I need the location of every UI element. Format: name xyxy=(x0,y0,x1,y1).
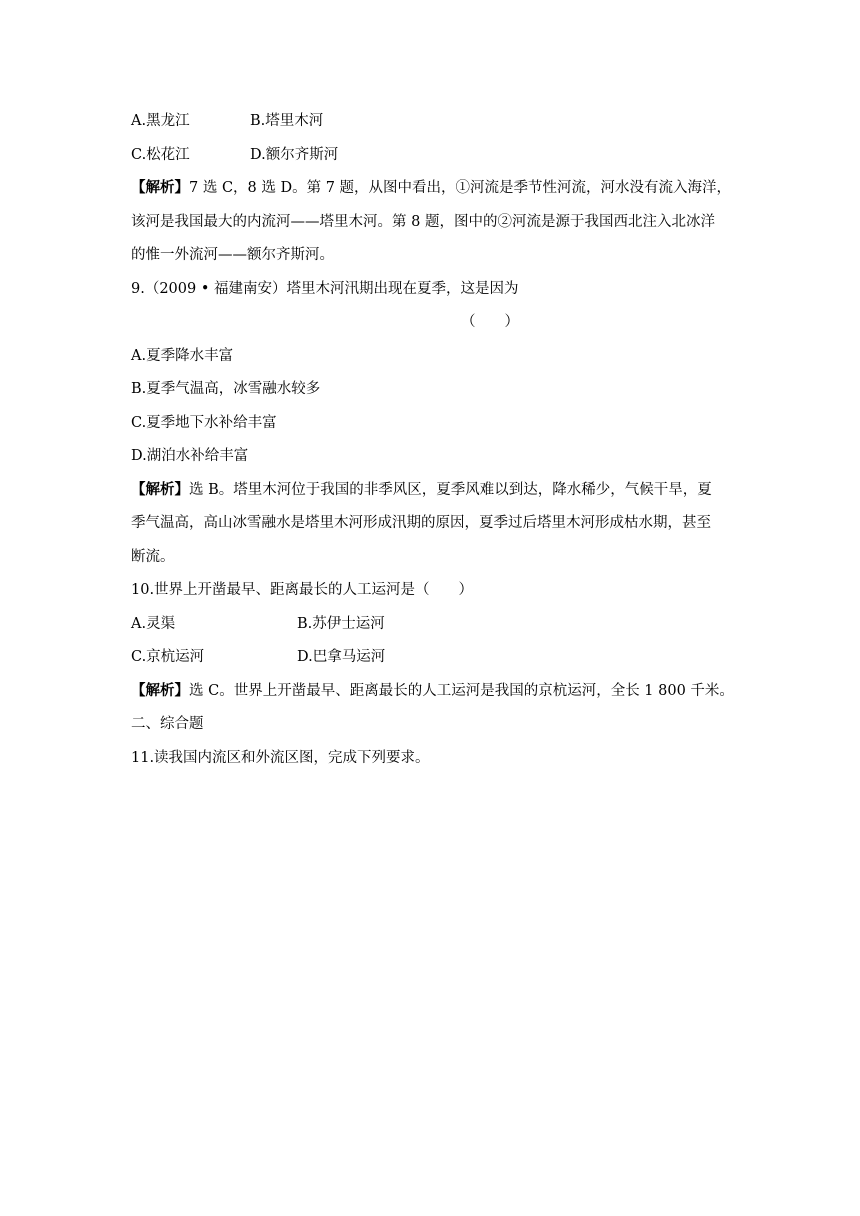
analysis-7-8-line-2: 该河是我国最大的内流河——塔里木河。第 8 题，图中的②河流是源于我国西北注入北冰洋 xyxy=(131,213,715,230)
analysis-9-line-3: 断流。 xyxy=(131,548,175,565)
q9-option-c: C.夏季地下水补给丰富 xyxy=(131,414,277,431)
analysis-tag: 【解析】 xyxy=(131,681,189,699)
analysis-text: 7 选 C，8 选 D。第 7 题，从图中看出，①河流是季节性河流，河水没有流入海洋， xyxy=(189,180,732,196)
q10-option-a: A.灵渠 xyxy=(131,615,176,632)
analysis-9-line-2: 季气温高，高山冰雪融水是塔里木河形成汛期的原因，夏季过后塔里木河形成枯水期，甚至 xyxy=(131,515,711,531)
analysis-7-8 xyxy=(131,175,731,276)
analysis-7-8-line-1 xyxy=(131,175,731,209)
document-page xyxy=(131,108,734,778)
q9-option-d: D.湖泊水补给丰富 xyxy=(131,448,249,464)
analysis-10-line-1 xyxy=(131,678,734,712)
section-title: 二、综合题 xyxy=(131,716,204,732)
analysis-9 xyxy=(131,477,731,578)
q10-option-c: C.京杭运河 xyxy=(131,649,205,665)
q10-stem: 10.世界上开凿最早、距离最长的人工运河是（ ） xyxy=(131,582,474,598)
q8-option-a: A.黑龙江 xyxy=(131,113,190,129)
analysis-9-line-1 xyxy=(131,477,731,511)
q8-option-c: C.松花江 xyxy=(131,146,190,163)
q11-stem: 11.读我国内流区和外流区图，完成下列要求。 xyxy=(131,749,430,766)
q8-option-b: B.塔里木河 xyxy=(250,113,324,129)
q10-options-row-2 xyxy=(131,644,731,678)
analysis-text: 选 B。塔里木河位于我国的非季风区，夏季风难以到达，降水稀少，气候干旱，夏 xyxy=(189,481,712,498)
analysis-tag: 【解析】 xyxy=(131,179,189,196)
q8-option-d: D.额尔齐斯河 xyxy=(250,146,339,163)
q8-options-row-1 xyxy=(131,108,731,142)
q10-options-row-1 xyxy=(131,611,731,645)
q8-options-row-2 xyxy=(131,142,731,176)
analysis-7-8-line-3: 的惟一外流河——额尔齐斯河。 xyxy=(131,247,334,263)
q9-stem: 9.（2009 • 福建南安）塔里木河汛期出现在夏季，这是因为 xyxy=(131,280,519,297)
analysis-text: 选 C。世界上开凿最早、距离最长的人工运河是我国的京杭运河，全长 1 800 千米。 xyxy=(189,682,734,699)
q9-answer-paren: （ ） xyxy=(461,314,519,330)
q10-option-d: D.巴拿马运河 xyxy=(297,649,386,665)
q9-option-a: A.夏季降水丰富 xyxy=(131,347,234,364)
q9-option-b: B.夏季气温高，冰雪融水较多 xyxy=(131,381,321,397)
analysis-tag: 【解析】 xyxy=(131,480,189,498)
q10-option-b: B.苏伊士运河 xyxy=(297,615,385,632)
